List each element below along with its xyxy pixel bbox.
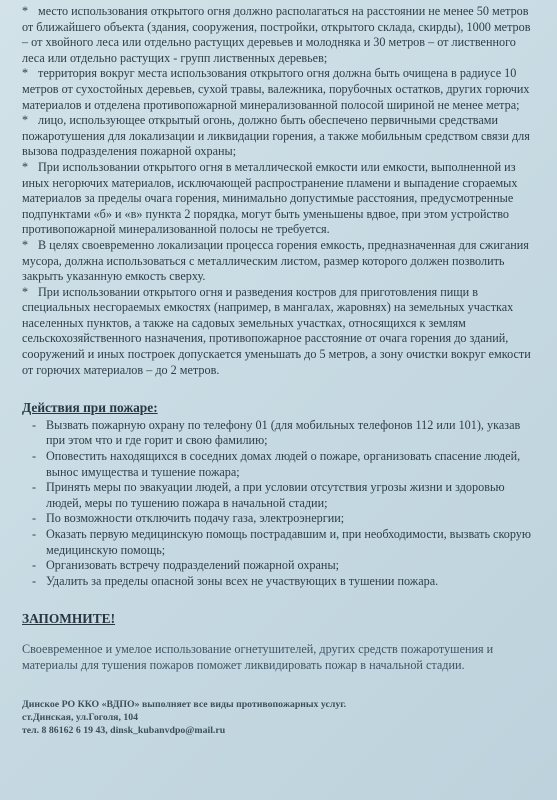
action-text: По возможности отключить подачу газа, электроэнергии; [46,511,345,526]
contact-footer [22,698,537,738]
rule-item [22,113,537,160]
actions-heading: Действия при пожаре: [22,400,158,416]
rule-item [22,160,537,238]
action-text: Удалить за пределы опасной зоны всех не участвующих в тушении пожара. [46,573,439,588]
rule-item [22,238,537,285]
rule-text: место использования открытого огня должно располагаться на расстоянии не менее 50 метров от ближайшего объекта (здания, сооружения, постройки, открытого склада, скирды), 1000 метров – от хвойного леса или отдельно растущих деревьев и молодняка и 30 метров – от лиственного леса или отдельно растущих - групп лиственных деревьев; [22,4,531,65]
dash-bullet: - [32,511,37,526]
rule-text: При использовании открытого огня в металлической емкости или емкости, выполненной из иных негорючих материалов, исключающей распространение пламени и выпадение сгораемых материалов за пределы очага горения, минимально допустимые расстояния, предусмотренные подпунктами «б» и «в» пункта 2 порядка, могут быть уменьшены вдвое, при этом устройство противопожарной минерализованной полосы не требуется. [22,159,518,237]
rule-item [22,66,537,113]
dash-bullet: - [32,417,37,432]
dash-bullet: - [32,449,37,464]
rule-item [22,285,537,379]
closing-paragraph: Своевременное и умелое использование огнетушителей, других средств пожаротушения и материалы для тушения пожаров поможет ликвидировать пожар в начальной стадии. [22,641,494,673]
rule-item [22,4,537,66]
phone-email-line: тел. 8 86162 6 19 43, dinsk_kubanvdpo@mail.ru [22,725,226,737]
rule-text: лицо, использующее открытый огонь, должно быть обеспечено первичными средствами пожаротушения для локализации и ликвидации горения, а также мобильным средством связи для вызова подразделения пожарной охраны; [22,113,530,159]
action-item [22,418,537,449]
action-item [22,511,537,527]
action-text: Принять меры по эвакуации людей, а при условии отсутствия угрозы жизни и здоровью людей, меры по тушению пожара в начальной стадии; [46,480,505,510]
action-item [22,574,537,590]
action-item [22,558,537,574]
dash-bullet: - [32,573,37,588]
asterisk-bullet: * [22,284,29,299]
action-item [22,480,537,511]
action-text: Оказать первую медицинскую помощь пострадавшим и, при необходимости, вызвать скорую медицинскую помощь; [46,527,531,557]
asterisk-bullet: * [22,66,29,81]
dash-bullet: - [32,480,37,495]
action-item [22,527,537,558]
asterisk-bullet: * [22,113,29,128]
asterisk-bullet: * [22,159,29,174]
fire-rules-list [22,4,537,378]
rule-text: В целях своевременно локализации процесса горения емкость, предназначенная для сжигания мусора, должна использоваться с металлическим листом, размер которого должен позволить закрыть указанную емкость сверху. [22,237,529,284]
address-line: ст.Динская, ул.Гоголя, 104 [22,711,139,723]
fire-actions-list [22,418,537,590]
action-text: Организовать встречу подразделений пожарной охраны; [46,558,340,573]
action-text: Оповестить находящихся в соседних домах людей о пожаре, организовать спасение людей, вынос имущества и тушение пожара; [46,449,521,479]
organization-line: Динское РО ККО «ВДПО» выполняет все виды противопожарных услуг. [22,698,347,710]
rule-text: территория вокруг места использования открытого огня должна быть очищена в радиусе 10 метров от сухостойных деревьев, сухой травы, валежника, порубочных остатков, других горючих материалов и отделена противопожарной минерализованной полосой шириной не менее метра; [22,66,530,112]
rule-text: При использовании открытого огня и разведения костров для приготовления пищи в специальных несгораемых емкостях (например, в мангалах, жаровнях) на земельных участках населенных пунктов, а также на садовых земельных участках, относящихся к землям сельскохозяйственного назначения, противопожарное расстояние от очага горения до зданий, сооружений и иных построек допускается уменьшать до 5 метров, а зону очистки вокруг емкости от горючих материалов – до 2 метров. [22,284,531,377]
asterisk-bullet: * [22,4,29,18]
action-text: Вызвать пожарную охрану по телефону 01 (для мобильных телефонов 112 или 101), указав при этом что и где горит и свою фамилию; [46,417,521,448]
asterisk-bullet: * [22,237,29,252]
dash-bullet: - [32,558,37,573]
remember-heading: ЗАПОМНИТЕ! [22,611,116,627]
action-item [22,449,537,480]
dash-bullet: - [32,527,37,541]
